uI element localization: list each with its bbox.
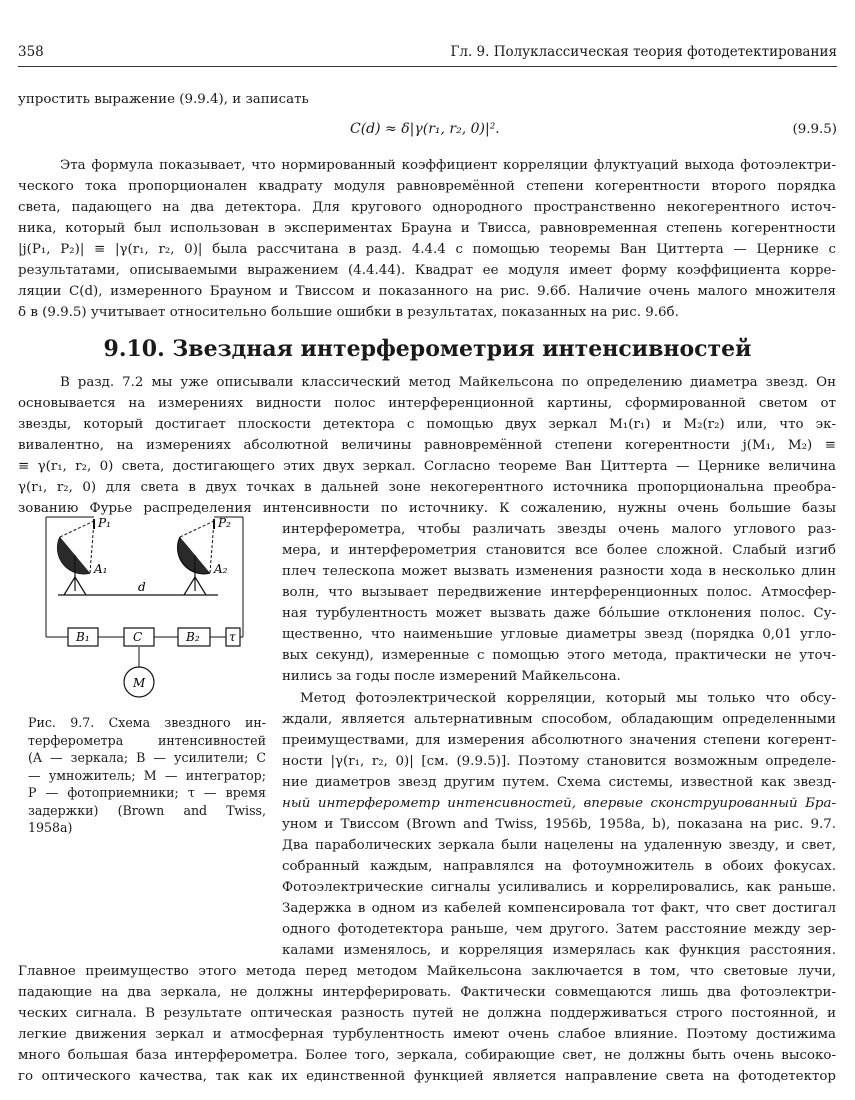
text-line: нились за годы после измерений Майкельсона. xyxy=(282,669,621,684)
text-line: ная турбулентность может вызвать даже бо́льшие отклонения полос. Су- xyxy=(282,606,836,621)
text-line: ждали, является альтернативным способом, обладающим определенными xyxy=(282,712,836,727)
text-line: |j(P₁, P₂)| ≡ |γ(r₁, r₂, 0)| была рассчитана в разд. 4.4.4 с помощью теоремы Ван Циттерта — Цернике с xyxy=(18,242,836,257)
label-p2: P₂ xyxy=(218,516,231,530)
caption-line: — умножитель; M — интегратор; xyxy=(28,767,266,783)
text-line: γ(r₁, r₂, 0) для света в двух точках в дальней зоне некогерентного источника пропорциональна преобра- xyxy=(18,480,836,495)
text-line: собранный каждым, направлялся на фотоумножитель в обоих фокусах. xyxy=(282,859,836,874)
text-line: щественно, что наименьшие угловые диаметры звезд (порядка 0,01 угло- xyxy=(282,627,836,642)
text-line: ляции C(d), измеренного Брауном и Твиссом и показанного на рис. 9.6б. Наличие очень малого множителя xyxy=(18,284,836,299)
text-line: вивалентно, на измерениях абсолютной величины равновремённой степени когерентности j(M₁, M₂) ≡ xyxy=(18,438,836,453)
figure-caption xyxy=(28,714,266,837)
text-line: падающие на два зеркала, не должны интерферировать. Фактически совмещаются лишь два фотоэлектри- xyxy=(18,985,836,1000)
text-line: δ в (9.9.5) учитывает относительно большие ошибки в результатах, показанных на рис. 9.6б. xyxy=(18,305,679,320)
text-line: мера, и интерферометрия становится все более сложной. Слабый изгиб xyxy=(282,543,836,558)
text-line: света, падающего на два детектора. Для кругового однородного пространственно некогерентного источ- xyxy=(18,200,836,215)
text-line: ческих сигнала. В результате оптическая разность путей не должна поддерживаться строго постоянной, и xyxy=(18,1006,836,1021)
text-line: Метод фотоэлектрической корреляции, который мы только что обсу- xyxy=(300,691,836,706)
label-b1: B₁ xyxy=(76,630,90,644)
text-line: го оптического качества, так как их единственной функцией является направление света на фотодетектор xyxy=(18,1069,836,1084)
equation-9-9-5: C(d) ≈ δ|γ(r₁, r₂, 0)|². xyxy=(350,121,500,137)
page-number: 358 xyxy=(18,44,44,60)
text-line: ≡ γ(r₁, r₂, 0) света, достигающего этих двух зеркал. Согласно теореме Ван Циттерта — Цернике величина xyxy=(18,459,836,474)
label-b2: B₂ xyxy=(186,630,200,644)
mirror-a2 xyxy=(178,519,214,595)
text-line: уном и Твиссом (Brown and Twiss, 1956b, 1958a, b), показана на рис. 9.7. xyxy=(282,817,836,832)
label-d: d xyxy=(138,580,146,594)
text-line: результатами, описываемыми выражением (4.4.44). Квадрат ее модуля имеет форму коэффициента корре- xyxy=(18,263,836,278)
text-line: Два параболических зеркала были нацелены на удаленную звезду, и свет, xyxy=(282,838,836,853)
text-line: ника, который был использован в экспериментах Брауна и Твисса, равновременная степень когерентности xyxy=(18,221,836,236)
text-line: легкие движения зеркал и атмосферная турбулентность имеют очень слабое влияние. Поэтому достижима xyxy=(18,1027,836,1042)
intro-line: упростить выражение (9.9.4), и записать xyxy=(18,92,309,107)
section-title: 9.10. Звездная интерферометрия интенсивностей xyxy=(103,336,752,362)
text-line: Главное преимущество этого метода перед методом Майкельсона заключается в том, что световые лучи, xyxy=(18,964,836,979)
caption-line: терферометра интенсивностей xyxy=(28,732,266,748)
label-p1: P₁ xyxy=(98,516,111,530)
text-line: интерферометра, чтобы различать звезды очень малого углового раз- xyxy=(282,522,836,537)
label-m: M xyxy=(133,676,146,690)
text-line: основывается на измерениях видности полос интерференционной картины, сформированной светом от xyxy=(18,396,836,411)
text-line: много большая база интерферометра. Более того, зеркала, собирающие свет, не должны быть очень высоко- xyxy=(18,1048,836,1063)
text-line: ности |γ(r₁, r₂, 0)| [см. (9.9.5)]. Поэтому становится возможным определе- xyxy=(282,754,836,769)
label-tau: τ xyxy=(229,630,236,644)
text-line: ческого тока пропорционален квадрату модуля равновремённой степени когерентности второго порядка xyxy=(18,179,836,194)
text-line: Фотоэлектрические сигналы усиливались и коррелировались, как раньше. xyxy=(282,880,836,895)
text-line: плеч телескопа может вызвать изменения разности хода в несколько длин xyxy=(282,564,836,579)
text-line: ный интерферометр интенсивностей, впервые сконструированный Бра- xyxy=(282,796,836,811)
text-line: вых секунд), измеренные с помощью этого метода, практически не уточ- xyxy=(282,648,836,663)
caption-line: задержки) (Brown and Twiss, xyxy=(28,802,266,818)
text-line: звезды, который достигает плоскости детектора с помощью двух зеркал M₁(r₁) и M₂(r₂) или, что эк- xyxy=(18,417,836,432)
running-title: Гл. 9. Полуклассическая теория фотодетектирования xyxy=(450,44,837,60)
text-line: В разд. 7.2 мы уже описывали классический метод Майкельсона по определению диаметра звезд. Он xyxy=(60,375,836,390)
caption-line: (A — зеркала; B — усилители; C xyxy=(28,750,266,765)
text-line: Задержка в одном из кабелей компенсировала тот факт, что свет достигал xyxy=(282,901,836,916)
text-line: одного фотодетектора раньше, чем другого. Затем расстояние между зер- xyxy=(282,922,836,937)
text-line: калами изменялось, и корреляция измерялась как функция расстояния. xyxy=(282,943,836,958)
mirror-a1 xyxy=(58,519,94,595)
equation-number: (9.9.5) xyxy=(792,122,837,137)
text-line: преимуществами, для измерения абсолютного значения степени когерент- xyxy=(282,733,836,748)
label-a1: A₁ xyxy=(94,562,108,576)
label-c: C xyxy=(133,630,143,644)
caption-line: Рис. 9.7. Схема звездного ин- xyxy=(28,715,266,730)
page-header xyxy=(18,44,837,64)
text-line: Эта формула показывает, что нормированный коэффициент корреляции флуктуаций выхода фотоэлектри- xyxy=(60,158,836,173)
caption-line: 1958a) xyxy=(28,820,73,835)
text-line: волн, что вызывает передвижение интерференционных полос. Атмосфер- xyxy=(282,585,836,600)
text-line: ние диаметров звезд другим путем. Схема системы, известной как звезд- xyxy=(282,775,836,790)
label-a2: A₂ xyxy=(214,562,228,576)
text-line: зованию Фурье распределения интенсивности по источнику. К сожалению, нужны очень большие базы xyxy=(18,501,836,516)
header-rule xyxy=(18,66,837,67)
caption-line: P — фотоприемники; τ — время xyxy=(28,785,266,800)
figure-9-7-schematic xyxy=(38,505,268,705)
